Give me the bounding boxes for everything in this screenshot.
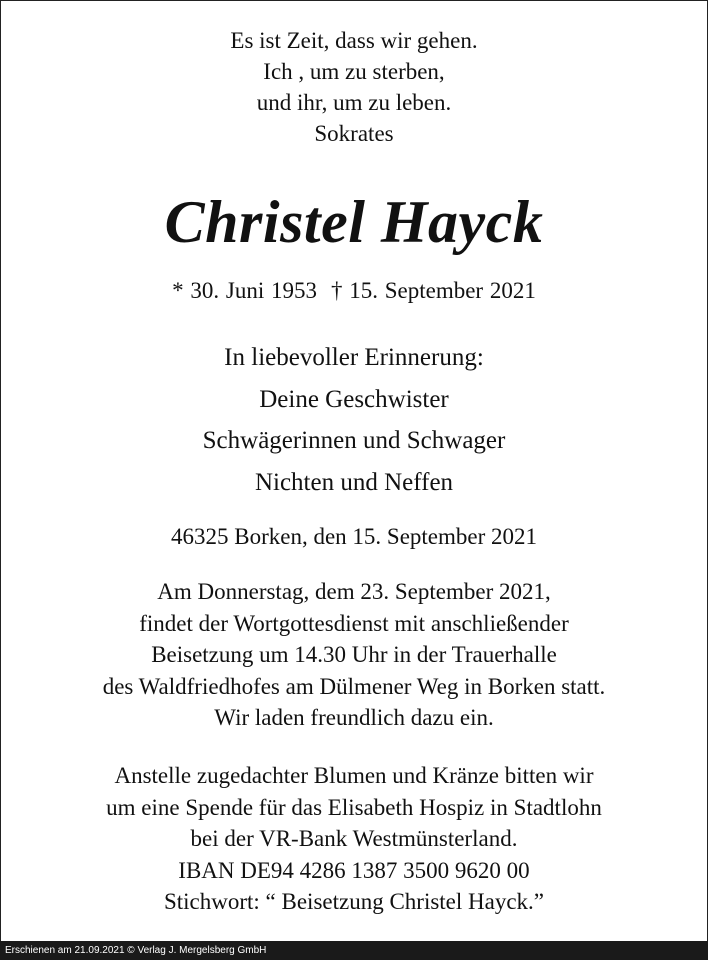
mourners-line: Deine Geschwister (259, 385, 449, 413)
service-line: Wir laden freundlich dazu ein. (214, 705, 494, 730)
deceased-name: Christel Hayck (164, 189, 544, 255)
life-dates (0, 276, 708, 306)
mourners-line: Nichten und Neffen (254, 468, 454, 496)
death-date: † 15. September 2021 (330, 278, 536, 303)
donation-line: Anstelle zugedachter Blumen und Kränze bitten wir (114, 763, 594, 788)
donation-line: um eine Spende für das Elisabeth Hospiz in Stadtlohn (106, 794, 602, 820)
quote-block (0, 25, 708, 149)
donation-info (0, 760, 708, 918)
donation-line: bei der VR-Bank Westmünsterland. (190, 826, 518, 851)
quote-line: Ich , um zu sterben, (263, 59, 445, 84)
mourners-block (0, 337, 708, 503)
publication-footer: Erschienen am 21.09.2021 © Verlag J. Mergelsberg GmbH (0, 941, 708, 960)
service-info (0, 576, 708, 734)
quote-line: und ihr, um zu leben. (256, 90, 452, 115)
iban: IBAN DE94 4286 1387 3500 9620 00 (178, 857, 530, 883)
service-line: findet der Wortgottesdienst mit anschließender (139, 610, 569, 636)
keyword: Stichwort: “ Beisetzung Christel Hayck.” (163, 889, 545, 914)
service-line: Am Donnerstag, dem 23. September 2021, (157, 579, 551, 604)
mourners-intro: In liebevoller Erinnerung: (224, 344, 484, 371)
mourners-line: Schwägerinnen und Schwager (202, 427, 506, 454)
quote-line: Es ist Zeit, dass wir gehen. (230, 28, 478, 53)
birth-date: * 30. Juni 1953 (172, 278, 317, 303)
service-line: des Waldfriedhofes am Dülmener Weg in Borken statt. (102, 673, 606, 699)
service-line: Beisetzung um 14.30 Uhr in der Trauerhalle (151, 642, 557, 667)
quote-author: Sokrates (314, 121, 394, 146)
place-date: 46325 Borken, den 15. September 2021 (170, 524, 538, 549)
